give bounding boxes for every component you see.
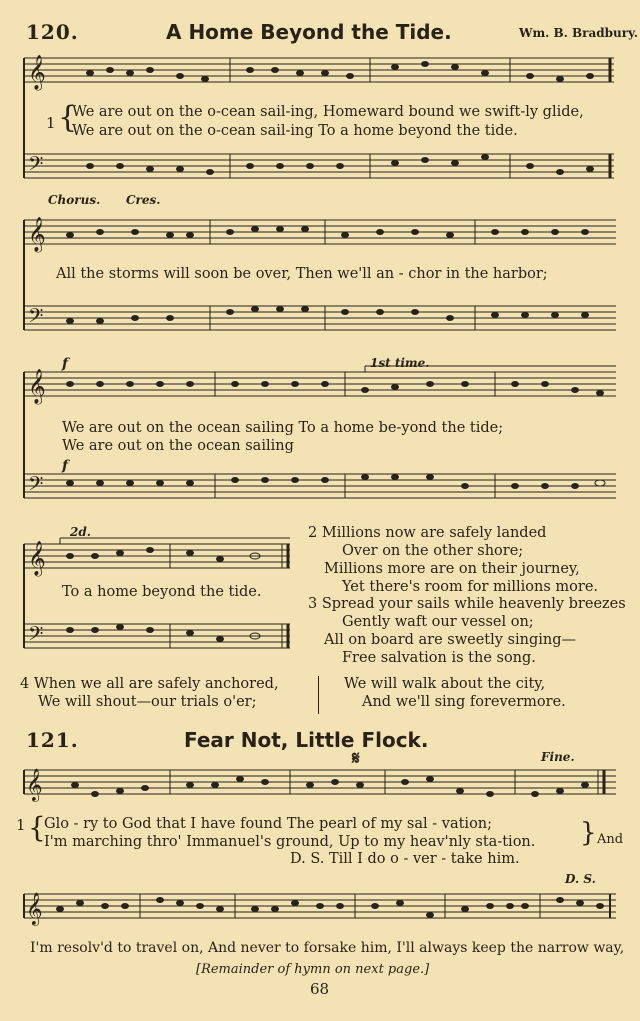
divider (318, 676, 319, 714)
brace-right: } (580, 818, 597, 848)
lyric-second-ending: To a home beyond the tide. (62, 584, 262, 600)
segno-icon: 𝄋 (352, 748, 360, 769)
stanza-line: And we'll sing forevermore. (362, 694, 566, 710)
svg-text:𝄞: 𝄞 (28, 541, 46, 576)
page-number: 68 (310, 980, 330, 998)
svg-text:𝄞: 𝄞 (28, 55, 46, 90)
fine-label: Fine. (541, 750, 575, 764)
cres-label: Cres. (126, 193, 161, 207)
svg-text:𝄞: 𝄞 (26, 892, 43, 925)
hymn-title: A Home Beyond the Tide. (166, 20, 452, 44)
svg-text:𝄞: 𝄞 (26, 768, 43, 801)
verse-number: 1 (16, 816, 26, 834)
brace-left: { (28, 811, 46, 844)
hymn-number: 120. (26, 20, 79, 44)
chorus-lyric: All the storms will soon be over, Then we'll an - chor in the harbor; (56, 266, 548, 282)
chorus-label: Chorus. (48, 193, 101, 207)
svg-text:𝄢: 𝄢 (28, 304, 44, 332)
stanza-line: Spread your sails while heavenly breezes (321, 596, 626, 612)
verse-line: We are out on the o-cean sail-ing, Homeward bound we swift-ly glide, (72, 104, 584, 120)
brace-left: { (58, 100, 78, 135)
music-system-5 (20, 762, 620, 812)
stanza-line: Millions more are on their journey, (324, 561, 580, 577)
stanza-line: Over on the other shore; (342, 543, 524, 559)
and-text: And (597, 832, 624, 847)
stanza-line: We will shout—our trials o'er; (38, 694, 257, 710)
stanza-line: We will walk about the city, (344, 676, 546, 692)
stanza-line: Gently waft our vessel on; (342, 614, 534, 630)
stanza-line: Yet there's room for millions more. (342, 579, 599, 595)
stanza-line: When we all are safely anchored, (33, 676, 279, 692)
stanza-line: All on board are sweetly singing— (324, 632, 577, 648)
lyric-line: I'm resolv'd to travel on, And never to forsake him, I'll always keep the narrow way, (30, 940, 625, 956)
music-system-6 (20, 884, 620, 934)
forte-mark: f (62, 356, 69, 372)
svg-text:𝄢: 𝄢 (28, 622, 44, 650)
stanza-4 (20, 676, 279, 692)
verse-line: Glo - ry to God that I have found The pearl of my sal - vation; (44, 816, 493, 832)
hymn-title: Fear Not, Little Flock. (184, 728, 429, 752)
lyric-line-a: We are out on the ocean sailing To a home be-yond the tide; (62, 420, 504, 436)
music-system-4 (20, 530, 295, 670)
svg-text:𝄞: 𝄞 (28, 217, 46, 252)
verse-number: 1 (46, 114, 56, 132)
stanza-2 (308, 525, 546, 541)
lyric-line-b: We are out on the ocean sailing (62, 438, 294, 454)
hymn-number: 121. (26, 728, 79, 752)
stanza-number: 4 (20, 676, 30, 692)
ds-label: D. S. (565, 872, 596, 886)
svg-text:𝄢: 𝄢 (28, 472, 44, 500)
stanza-3 (308, 596, 626, 612)
stanza-line: Free salvation is the song. (342, 650, 536, 666)
forte-mark-bass: f (62, 458, 69, 474)
stanza-number: 3 (308, 596, 318, 612)
stanza-line: Millions now are safely landed (321, 525, 547, 541)
svg-text:𝄞: 𝄞 (28, 369, 46, 404)
verse-line: We are out on the o-cean sail-ing To a home beyond the tide. (72, 123, 518, 139)
verse-line: I'm marching thro' Immanuel's ground, Up to my heav'nly sta-tion. (44, 834, 536, 850)
composer: Wm. B. Bradbury. (519, 26, 638, 40)
music-system-3 (20, 362, 620, 512)
second-ending-label: 2d. (70, 525, 91, 539)
ds-lyric: D. S. Till I do o - ver - take him. (290, 851, 520, 867)
svg-text:𝄢: 𝄢 (28, 152, 44, 180)
first-ending-label: 1st time. (370, 356, 430, 370)
stanza-number: 2 (308, 525, 318, 541)
remainder-note: [Remainder of hymn on next page.] (196, 962, 430, 977)
